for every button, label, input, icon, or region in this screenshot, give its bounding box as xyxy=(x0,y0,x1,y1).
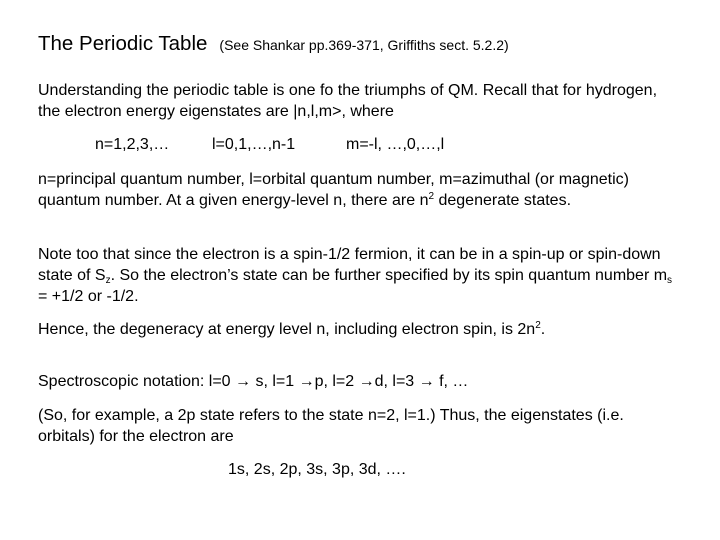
title-row xyxy=(38,32,509,56)
degeneracy-tail: . xyxy=(540,321,546,338)
m-range: m=-l, …,0,…,l xyxy=(346,136,445,153)
slide-title: The Periodic Table xyxy=(38,32,208,55)
spin-text-2: . So the electron’s state can be further specified by its spin quantum number m xyxy=(110,267,668,284)
spin-text-3: = +1/2 or -1/2. xyxy=(38,288,139,305)
spectroscopic-notation: Spectroscopic notation: l=0 → s, l=1 →p, l=2 →d, l=3 → f, … xyxy=(38,373,469,390)
n-range: n=1,2,3,… xyxy=(95,136,170,153)
n-squared-exponent: 2 xyxy=(428,191,435,202)
sz-subscript: z xyxy=(105,275,111,286)
definitions-text: n=principal quantum number, l=orbital quantum number, m=azimuthal (or magnetic) quantum number. At a given energy-level n, there are n xyxy=(38,171,629,209)
quantum-number-definitions xyxy=(38,169,678,211)
ms-subscript: s xyxy=(667,275,673,286)
degeneracy-paragraph xyxy=(38,319,678,340)
orbital-list: 1s, 2s, 2p, 3s, 3p, 3d, …. xyxy=(228,461,406,478)
example-paragraph: (So, for example, a 2p state refers to the state n=2, l=1.) Thus, the eigenstates (i.e. orbitals) for the electron are xyxy=(38,407,624,445)
l-range: l=0,1,…,n-1 xyxy=(212,136,296,153)
spin-text-1: Note too that since the electron is a spin-1/2 fermion, it can be in a spin-up or spin-down state of S xyxy=(38,246,661,284)
degeneracy-exponent: 2 xyxy=(535,320,541,331)
degeneracy-text: Hence, the degeneracy at energy level n, including electron spin, is 2n xyxy=(38,321,536,338)
spin-paragraph xyxy=(38,244,678,307)
slide-subtitle: (See Shankar pp.369-371, Griffiths sect. 5.2.2) xyxy=(219,37,509,53)
intro-paragraph: Understanding the periodic table is one fo the triumphs of QM. Recall that for hydrogen, the electron energy eigenstates are |n,l,m>, where xyxy=(38,82,658,120)
quantum-number-ranges xyxy=(95,134,720,155)
definitions-tail: degenerate states. xyxy=(434,192,572,209)
